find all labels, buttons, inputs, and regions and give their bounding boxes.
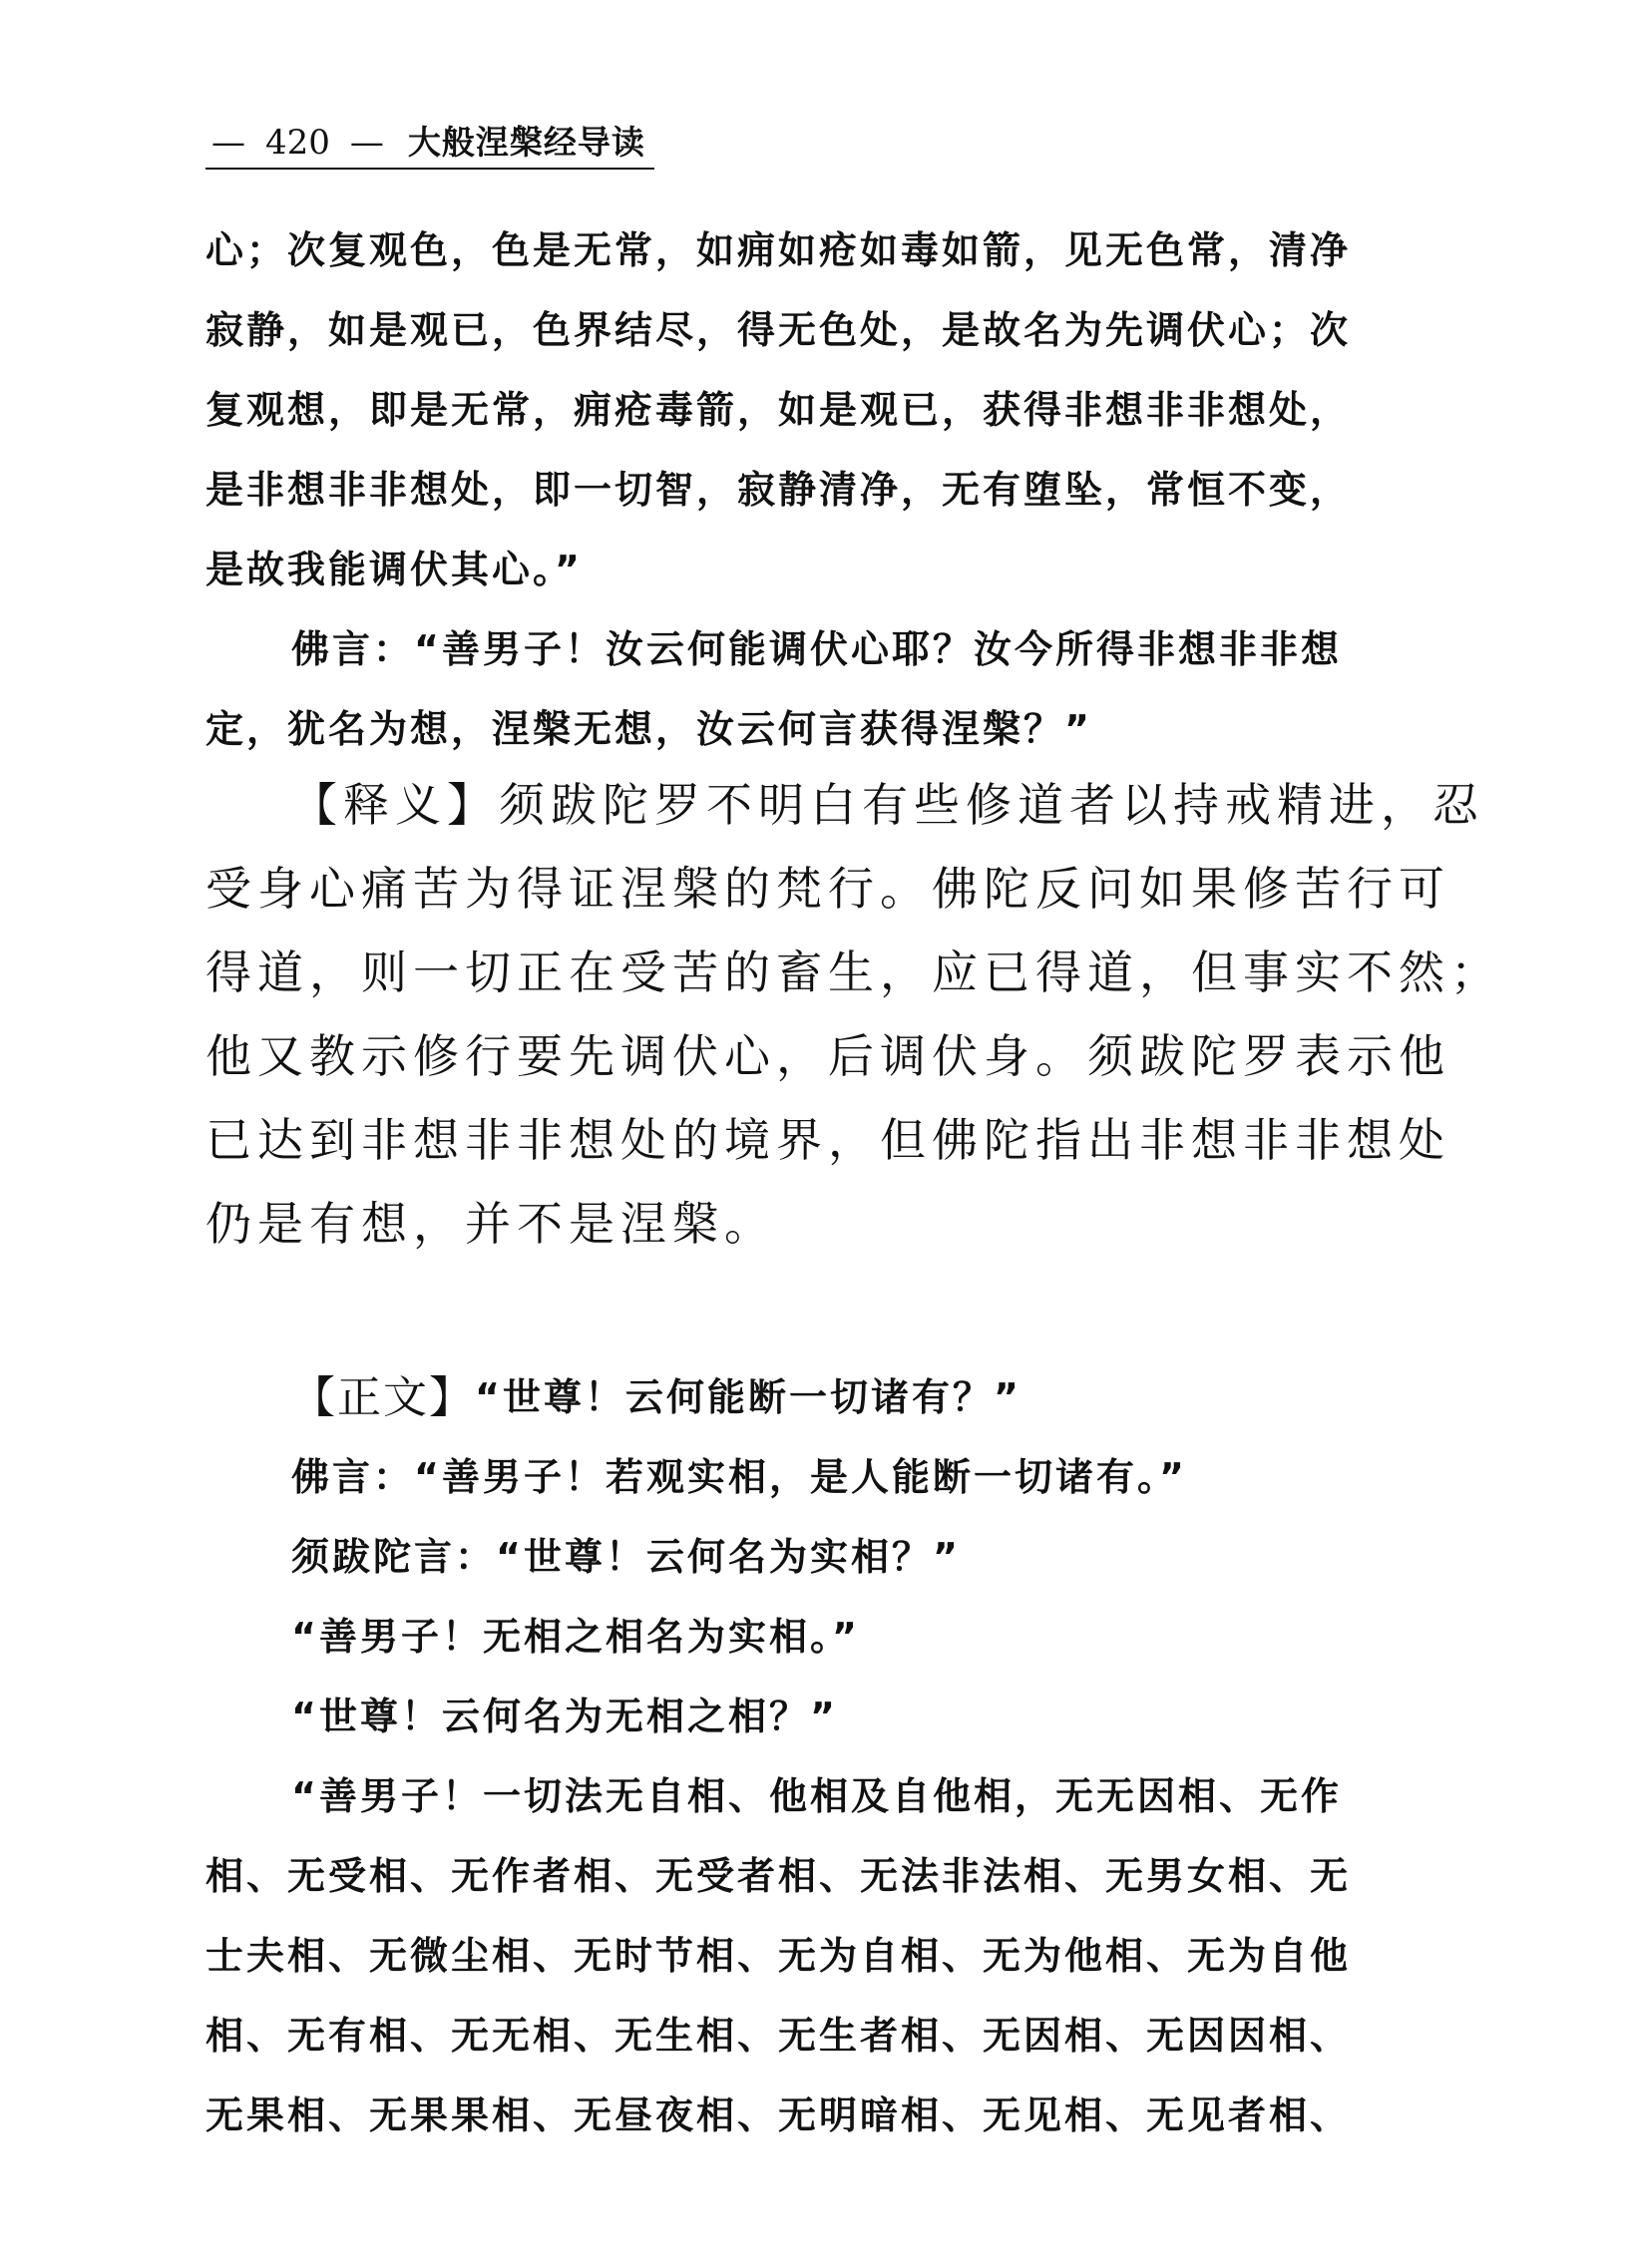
explanation-first-line	[205, 760, 1484, 844]
explanation-block	[205, 760, 1502, 1263]
quote-block	[205, 206, 1415, 765]
main-text-line: 士夫相、无微尘相、无时节相、无为自相、无为他相、无为自他	[205, 1933, 1352, 1978]
explanation-line: 他又教示修行要先调伏心，后调伏身。须跋陀罗表示他	[205, 1029, 1450, 1083]
explanation-line: 仍是有想，并不是涅槃。	[205, 1197, 776, 1251]
book-title: 大般涅槃经导读	[407, 123, 645, 162]
explanation-text: 须跋陀罗不明白有些修道者以持戒精进，忍	[499, 778, 1484, 832]
header-dash-right: —	[349, 123, 384, 163]
main-text-line: 佛言：“善男子！若观实相，是人能断一切诸有。”	[291, 1454, 1187, 1499]
page-number: 420	[265, 123, 330, 163]
quote-line: 是非想非非想处，即一切智，寂静清净，无有堕坠，常恒不变，	[205, 467, 1352, 512]
buddha-line: 定，犹名为想，涅槃无想，汝云何言获得涅槃？”	[205, 706, 1092, 751]
main-text-first-line	[205, 1353, 1415, 1433]
explanation-line: 受身心痛苦为得证涅槃的梵行。佛陀反问如果修苦行可	[205, 862, 1450, 916]
main-text-line: 无果相、无果果相、无昼夜相、无明暗相、无见相、无见者相、	[205, 2092, 1352, 2137]
main-text-line: 须跋陀言：“世尊！云何名为实相？”	[291, 1534, 961, 1579]
main-text-block	[205, 1353, 1415, 2151]
explanation-tag: 【释义】	[291, 778, 499, 832]
main-text-line: “善男子！无相之相名为实相。”	[291, 1614, 860, 1659]
main-text-first: “世尊！云何能断一切诸有？”	[475, 1374, 1021, 1419]
main-text-line: 相、无受相、无作者相、无受者相、无法非法相、无男女相、无	[205, 1853, 1352, 1898]
main-text-line: “善男子！一切法无自相、他相及自他相，无无因相、无作	[291, 1773, 1342, 1818]
main-text-line: 相、无有相、无无相、无生相、无生者相、无因相、无因因相、	[205, 2013, 1352, 2058]
quote-line: 心；次复观色，色是无常，如痈如疮如毒如箭，见无色常，清净	[205, 227, 1352, 272]
main-text-line: “世尊！云何名为无相之相？”	[291, 1694, 838, 1738]
page-header	[205, 118, 654, 170]
header-dash-left: —	[211, 123, 245, 163]
quote-line: 复观想，即是无常，痈疮毒箭，如是观已，获得非想非非想处，	[205, 387, 1352, 432]
explanation-line: 得道，则一切正在受苦的畜生，应已得道，但事实不然；	[205, 945, 1502, 999]
quote-line: 是故我能调伏其心。”	[205, 547, 583, 591]
explanation-line: 已达到非想非非想处的境界，但佛陀指出非想非非想处	[205, 1113, 1450, 1167]
buddha-line: 佛言：“善男子！汝云何能调伏心耶？汝今所得非想非非想	[291, 626, 1342, 671]
quote-line: 寂静，如是观已，色界结尽，得无色处，是故名为先调伏心；次	[205, 307, 1352, 352]
main-text-tag: 【正文】	[291, 1372, 475, 1423]
